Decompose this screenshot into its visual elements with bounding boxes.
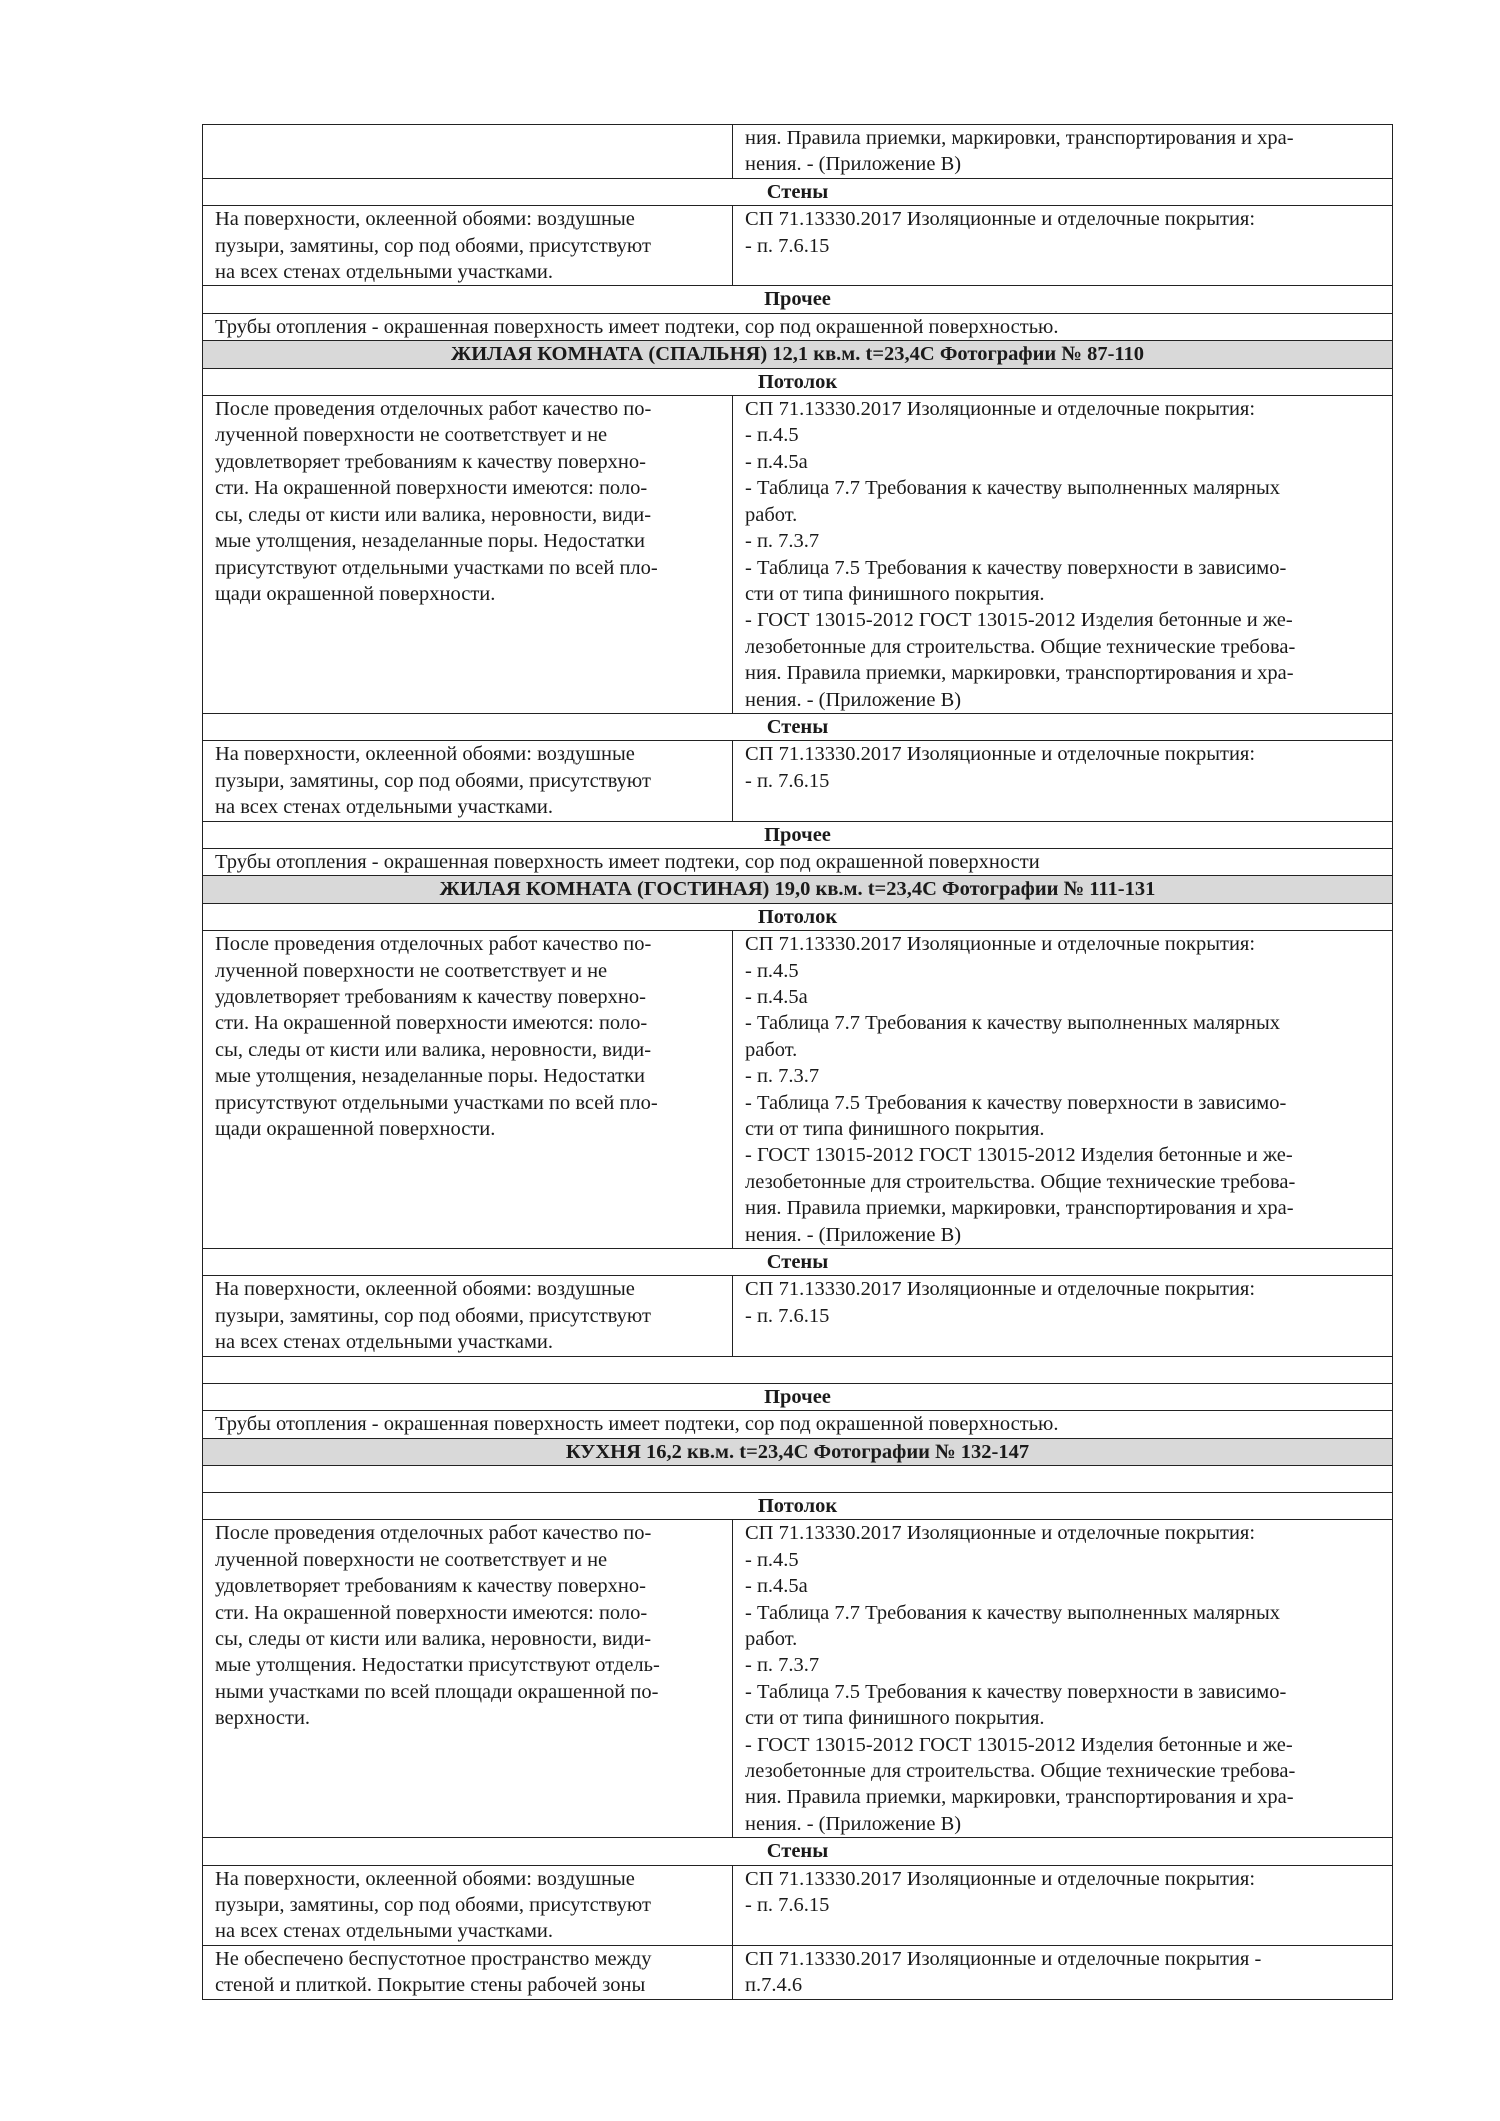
- defect-row: [203, 1520, 1393, 1838]
- reference-line: - Таблица 7.5 Требования к качеству поверхности в зависимо-: [745, 556, 1287, 579]
- norm-reference-cell: [733, 1945, 1393, 1999]
- description-line: сти. На окрашенной поверхности имеются: поло-: [215, 1601, 648, 1624]
- reference-line: лезобетонные для строительства. Общие технические требова-: [745, 1170, 1296, 1193]
- description-line: На поверхности, оклеенной обоями: воздушные: [215, 1867, 635, 1890]
- defect-row: [203, 1276, 1393, 1356]
- reference-line: - п.4.5а: [745, 450, 808, 473]
- reference-line: СП 71.13330.2017 Изоляционные и отделочные покрытия:: [745, 743, 1256, 766]
- description-line: После проведения отделочных работ качество по-: [215, 933, 652, 956]
- reference-line: ния. Правила приемки, маркировки, транспортирования и хра-: [745, 1786, 1294, 1809]
- reference-line: СП 71.13330.2017 Изоляционные и отделочные покрытия:: [745, 398, 1256, 421]
- room-heading-row: [203, 1438, 1393, 1465]
- description-line: мые утолщения, незаделанные поры. Недостатки: [215, 530, 646, 553]
- section-heading-row: [203, 178, 1393, 205]
- reference-line: п.7.4.6: [745, 1974, 803, 1997]
- description-line: мые утолщения. Недостатки присутствуют отдель-: [215, 1654, 660, 1677]
- section-heading: Стены: [203, 713, 1393, 740]
- description-line: лученной поверхности не соответствует и не: [215, 959, 608, 982]
- reference-line: СП 71.13330.2017 Изоляционные и отделочные покрытия:: [745, 1867, 1256, 1890]
- description-line: присутствуют отдельными участками по всей пло-: [215, 556, 658, 579]
- reference-line: - п. 7.3.7: [745, 1065, 820, 1088]
- description-line: удовлетворяет требованиям к качеству поверхно-: [215, 1575, 646, 1598]
- room-heading-row: [203, 341, 1393, 368]
- section-heading-row: [203, 286, 1393, 313]
- norm-reference-cell: [733, 1865, 1393, 1945]
- reference-line: лезобетонные для строительства. Общие технические требова-: [745, 1759, 1296, 1782]
- section-heading-row: [203, 713, 1393, 740]
- description-line: на всех стенах отдельными участками.: [215, 1920, 554, 1943]
- section-heading: Прочее: [203, 286, 1393, 313]
- description-line: сы, следы от кисти или валика, неровности, види-: [215, 1038, 652, 1061]
- reference-line: СП 71.13330.2017 Изоляционные и отделочные покрытия:: [745, 1522, 1256, 1545]
- defect-description-cell: [203, 1945, 733, 1999]
- section-heading: Стены: [203, 1838, 1393, 1865]
- description-line: пузыри, замятины, сор под обоями, присутствуют: [215, 1304, 651, 1327]
- description-line: сти. На окрашенной поверхности имеются: поло-: [215, 477, 648, 500]
- defect-description-cell: [203, 1865, 733, 1945]
- note-text: Трубы отопления - окрашенная поверхность имеет подтеки, сор под окрашенной поверхности: [203, 848, 1393, 875]
- section-heading-row: [203, 1838, 1393, 1865]
- description-line: После проведения отделочных работ качество по-: [215, 398, 652, 421]
- reference-line: СП 71.13330.2017 Изоляционные и отделочные покрытия:: [745, 933, 1256, 956]
- description-line: стеной и плиткой. Покрытие стены рабочей зоны: [215, 1974, 646, 1997]
- reference-line: СП 71.13330.2017 Изоляционные и отделочные покрытия -: [745, 1947, 1262, 1970]
- defects-table-body: [203, 125, 1393, 2000]
- norm-reference-cell: [733, 1276, 1393, 1356]
- description-line: пузыри, замятины, сор под обоями, присутствуют: [215, 234, 651, 257]
- defect-description-cell: [203, 125, 733, 179]
- section-heading-row: [203, 903, 1393, 930]
- description-line: сти. На окрашенной поверхности имеются: поло-: [215, 1012, 648, 1035]
- description-line: лученной поверхности не соответствует и не: [215, 424, 608, 447]
- norm-reference-cell: [733, 396, 1393, 714]
- reference-line: - ГОСТ 13015-2012 ГОСТ 13015-2012 Изделия бетонные и же-: [745, 609, 1293, 632]
- reference-line: - Таблица 7.7 Требования к качеству выполненных малярных: [745, 477, 1281, 500]
- spacer-row: [203, 1356, 1393, 1383]
- defect-description-cell: [203, 1520, 733, 1838]
- description-line: пузыри, замятины, сор под обоями, присутствуют: [215, 769, 651, 792]
- defect-row: [203, 206, 1393, 286]
- reference-line: - Таблица 7.5 Требования к качеству поверхности в зависимо-: [745, 1091, 1287, 1114]
- section-heading: Прочее: [203, 1383, 1393, 1410]
- description-line: на всех стенах отдельными участками.: [215, 796, 554, 819]
- description-line: сы, следы от кисти или валика, неровности, види-: [215, 503, 652, 526]
- reference-line: нения. - (Приложение В): [745, 1812, 962, 1835]
- defect-row: [203, 125, 1393, 179]
- reference-line: нения. - (Приложение В): [745, 1223, 962, 1246]
- defect-description-cell: [203, 931, 733, 1249]
- section-heading: Прочее: [203, 821, 1393, 848]
- reference-line: работ.: [745, 1627, 798, 1650]
- norm-reference-cell: [733, 125, 1393, 179]
- defect-row: [203, 741, 1393, 821]
- reference-line: нения. - (Приложение В): [745, 688, 962, 711]
- description-line: удовлетворяет требованиям к качеству поверхно-: [215, 986, 646, 1008]
- spacer-cell: [203, 1356, 1393, 1383]
- spacer-row: [203, 1465, 1393, 1492]
- defect-row: [203, 396, 1393, 714]
- reference-line: - п. 7.6.15: [745, 234, 830, 257]
- reference-line: работ.: [745, 1038, 798, 1061]
- spacer-cell: [203, 1465, 1393, 1492]
- reference-line: сти от типа финишного покрытия.: [745, 1707, 1045, 1730]
- reference-line: - п.4.5: [745, 959, 799, 982]
- description-line: щади окрашенной поверхности.: [215, 1118, 496, 1141]
- section-heading: Стены: [203, 1249, 1393, 1276]
- room-heading: ЖИЛАЯ КОМНАТА (СПАЛЬНЯ) 12,1 кв.м. t=23,4С Фотографии № 87-110: [203, 341, 1393, 368]
- note-text: Трубы отопления - окрашенная поверхность имеет подтеки, сор под окрашенной поверхностью.: [203, 313, 1393, 340]
- description-line: присутствуют отдельными участками по всей пло-: [215, 1091, 658, 1114]
- note-text-row: [203, 848, 1393, 875]
- section-heading: Потолок: [203, 903, 1393, 930]
- room-heading: КУХНЯ 16,2 кв.м. t=23,4С Фотографии № 132-147: [203, 1438, 1393, 1465]
- reference-line: - Таблица 7.5 Требования к качеству поверхности в зависимо-: [745, 1680, 1287, 1703]
- norm-reference-cell: [733, 206, 1393, 286]
- description-line: щади окрашенной поверхности.: [215, 582, 496, 605]
- defect-row: [203, 1945, 1393, 1999]
- room-heading: ЖИЛАЯ КОМНАТА (ГОСТИНАЯ) 19,0 кв.м. t=23,4С Фотографии № 111-131: [203, 876, 1393, 903]
- norm-reference-cell: [733, 741, 1393, 821]
- reference-line: - п. 7.3.7: [745, 530, 820, 553]
- defect-description-cell: [203, 396, 733, 714]
- description-line: На поверхности, оклеенной обоями: воздушные: [215, 208, 635, 231]
- section-heading-row: [203, 821, 1393, 848]
- reference-line: нения. - (Приложение В): [745, 153, 962, 176]
- reference-line: ния. Правила приемки, маркировки, транспортирования и хра-: [745, 127, 1294, 149]
- section-heading: Стены: [203, 178, 1393, 205]
- reference-line: - п.4.5а: [745, 986, 808, 1008]
- description-line: После проведения отделочных работ качество по-: [215, 1522, 652, 1545]
- reference-line: сти от типа финишного покрытия.: [745, 1118, 1045, 1141]
- reference-line: СП 71.13330.2017 Изоляционные и отделочные покрытия:: [745, 1278, 1256, 1301]
- section-heading: Потолок: [203, 368, 1393, 395]
- description-line: верхности.: [215, 1707, 311, 1730]
- defect-row: [203, 1865, 1393, 1945]
- note-text-row: [203, 1411, 1393, 1438]
- norm-reference-cell: [733, 1520, 1393, 1838]
- section-heading: Потолок: [203, 1492, 1393, 1519]
- reference-line: сти от типа финишного покрытия.: [745, 582, 1045, 605]
- defect-row: [203, 931, 1393, 1249]
- description-line: Не обеспечено беспустотное пространство между: [215, 1947, 652, 1970]
- reference-line: - п.4.5: [745, 1548, 799, 1571]
- reference-line: - п. 7.6.15: [745, 769, 830, 792]
- description-line: удовлетворяет требованиям к качеству поверхно-: [215, 450, 646, 473]
- reference-line: - п. 7.6.15: [745, 1304, 830, 1327]
- reference-line: - Таблица 7.7 Требования к качеству выполненных малярных: [745, 1601, 1281, 1624]
- reference-line: - ГОСТ 13015-2012 ГОСТ 13015-2012 Изделия бетонные и же-: [745, 1144, 1293, 1167]
- description-line: пузыри, замятины, сор под обоями, присутствуют: [215, 1894, 651, 1916]
- defect-description-cell: [203, 206, 733, 286]
- reference-line: СП 71.13330.2017 Изоляционные и отделочные покрытия:: [745, 208, 1256, 231]
- reference-line: работ.: [745, 503, 798, 526]
- description-line: лученной поверхности не соответствует и не: [215, 1548, 608, 1571]
- reference-line: - п.4.5а: [745, 1575, 808, 1598]
- note-text-row: [203, 313, 1393, 340]
- note-text: Трубы отопления - окрашенная поверхность имеет подтеки, сор под окрашенной поверхностью.: [203, 1411, 1393, 1438]
- room-heading-row: [203, 876, 1393, 903]
- section-heading-row: [203, 1492, 1393, 1519]
- description-line: мые утолщения, незаделанные поры. Недостатки: [215, 1065, 646, 1088]
- description-line: На поверхности, оклеенной обоями: воздушные: [215, 743, 635, 766]
- description-line: сы, следы от кисти или валика, неровности, види-: [215, 1627, 652, 1650]
- reference-line: - п. 7.3.7: [745, 1654, 820, 1677]
- defect-description-cell: [203, 1276, 733, 1356]
- section-heading-row: [203, 1383, 1393, 1410]
- description-line: на всех стенах отдельными участками.: [215, 261, 554, 284]
- section-heading-row: [203, 1249, 1393, 1276]
- description-line: ными участками по всей площади окрашенной по-: [215, 1680, 659, 1703]
- norm-reference-cell: [733, 931, 1393, 1249]
- defects-table: [202, 124, 1393, 2000]
- description-line: на всех стенах отдельными участками.: [215, 1331, 554, 1354]
- reference-line: - п. 7.6.15: [745, 1894, 830, 1916]
- reference-line: лезобетонные для строительства. Общие технические требова-: [745, 635, 1296, 658]
- description-line: На поверхности, оклеенной обоями: воздушные: [215, 1278, 635, 1301]
- reference-line: - ГОСТ 13015-2012 ГОСТ 13015-2012 Изделия бетонные и же-: [745, 1733, 1293, 1756]
- defect-description-cell: [203, 741, 733, 821]
- section-heading-row: [203, 368, 1393, 395]
- reference-line: ния. Правила приемки, маркировки, транспортирования и хра-: [745, 662, 1294, 685]
- reference-line: - Таблица 7.7 Требования к качеству выполненных малярных: [745, 1012, 1281, 1035]
- reference-line: - п.4.5: [745, 424, 799, 447]
- reference-line: ния. Правила приемки, маркировки, транспортирования и хра-: [745, 1197, 1294, 1220]
